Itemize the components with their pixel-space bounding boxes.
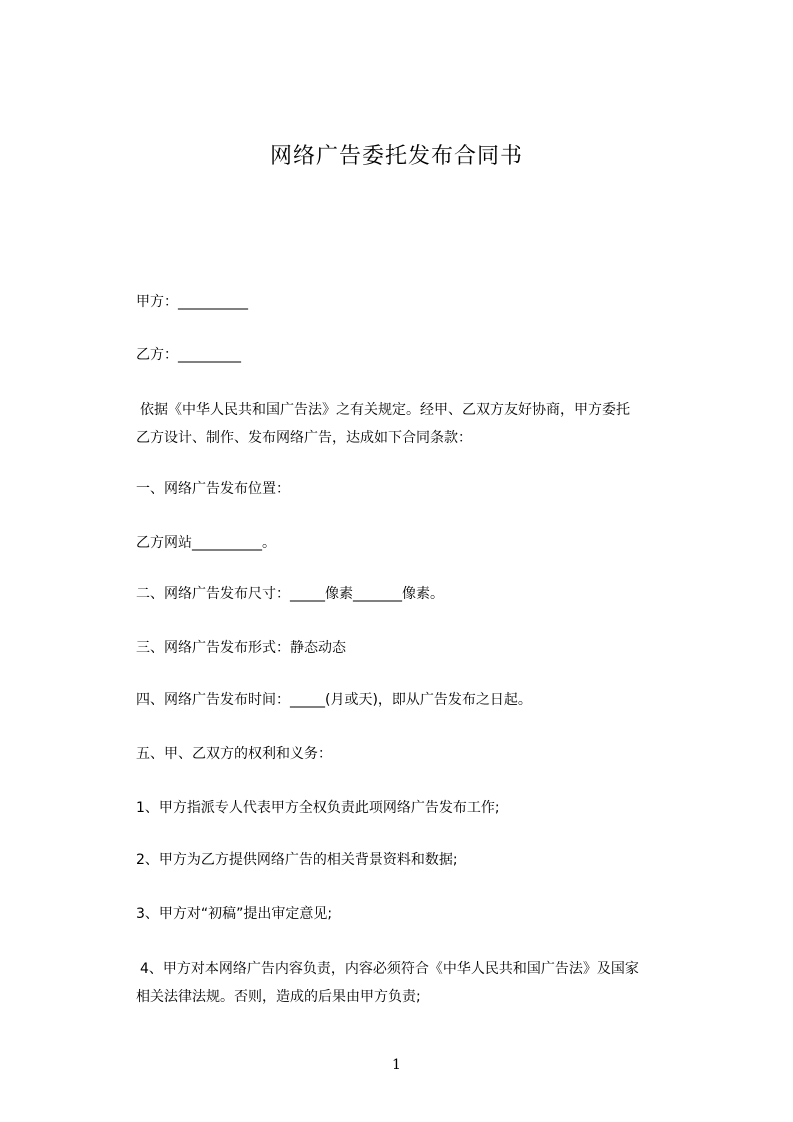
item-4-line-1: 4、甲方对本网络广告内容负责，内容必须符合《中华人民共和国广告法》及国家: [140, 961, 639, 977]
item-3: 3、甲方对“初稿”提出审定意见;: [136, 906, 333, 922]
section-5-heading: 五、甲、乙双方的权利和义务：: [136, 746, 332, 762]
party-a-line: 甲方：__________: [136, 294, 248, 310]
intro-line-1: 依据《中华人民共和国广告法》之有关规定。经甲、乙双方友好协商，甲方委托: [140, 402, 630, 418]
section-1-content: 乙方网站__________。: [136, 535, 276, 551]
party-b-line: 乙方：_________: [136, 347, 241, 363]
section-4: 四、网络广告发布时间：_____(月或天)，即从广告发布之日起。: [136, 692, 532, 708]
item-1: 1、甲方指派专人代表甲方全权负责此项网络广告发布工作;: [136, 800, 500, 816]
section-3: 三、网络广告发布形式：静态动态: [136, 640, 346, 656]
section-1-heading: 一、网络广告发布位置：: [136, 481, 290, 497]
item-4-paragraph: [136, 955, 706, 1011]
intro-line-2: 乙方设计、制作、发布网络广告，达成如下合同条款：: [136, 430, 472, 446]
item-2: 2、甲方为乙方提供网络广告的相关背景资料和数据;: [136, 852, 458, 868]
intro-paragraph: [136, 396, 706, 452]
item-4-line-2: 相关法律法规。否则，造成的后果由甲方负责;: [136, 989, 421, 1005]
section-2: 二、网络广告发布尺寸：_____像素_______像素。: [136, 586, 444, 602]
page-number: 1: [392, 1057, 401, 1073]
document-title: 网络广告委托发布合同书: [269, 144, 523, 169]
